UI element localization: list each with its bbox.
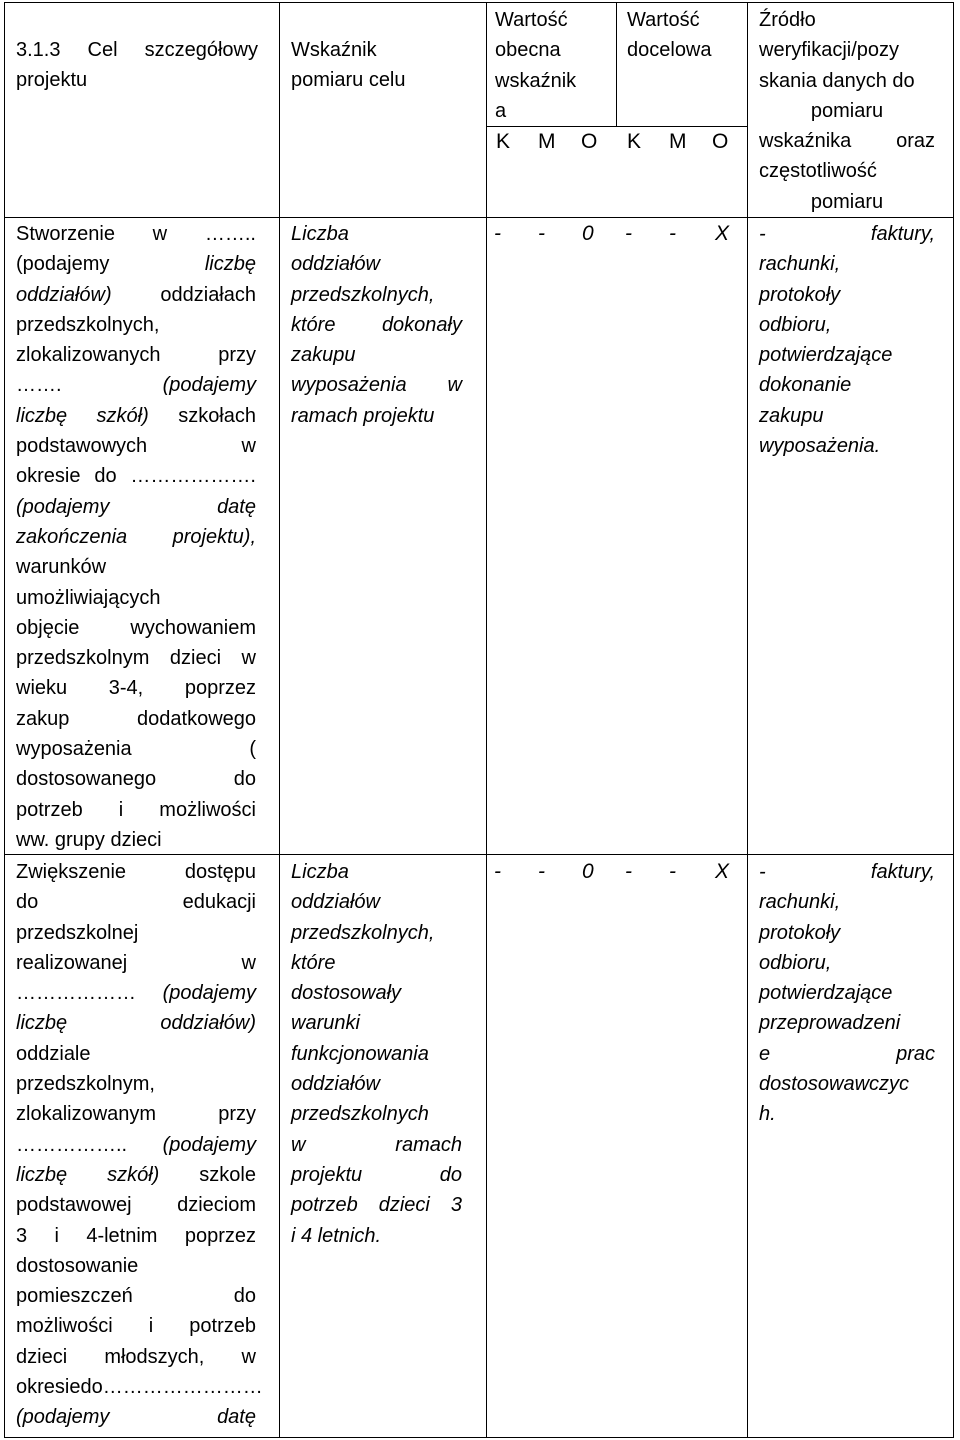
header-goal	[16, 35, 258, 96]
header-source-line: pomiaru	[810, 190, 884, 213]
header-target-value	[627, 5, 745, 66]
indicator-line: wyposażenia w	[291, 374, 462, 397]
goal-line: zakup dodatkowego	[16, 707, 256, 730]
source-line: rachunki,	[759, 253, 841, 276]
indicator-line: dostosowały	[291, 982, 402, 1005]
goal-line: zlokalizowanym przy	[16, 1103, 256, 1126]
indicator-line: oddziałów	[291, 253, 380, 276]
indicator-line: które dokonały	[291, 313, 462, 336]
indicator-line: Liczba	[291, 861, 349, 883]
header-indicator	[291, 35, 471, 96]
col-border-2	[486, 2, 487, 1438]
goal-line: potrzeb i możliwości	[16, 798, 256, 821]
value-cell: -	[538, 860, 545, 883]
goal-line: (podajemy liczbę	[16, 253, 256, 276]
row2-source	[759, 857, 935, 1130]
col-border-4	[747, 2, 748, 1438]
col-border-1	[279, 2, 280, 1438]
col-border-3	[616, 2, 617, 127]
goal-line: okresie do ……………………	[16, 1376, 263, 1399]
value-cell: 0	[582, 222, 594, 245]
header-source	[759, 5, 935, 217]
indicator-line: projektu do	[291, 1163, 462, 1186]
goal-line: ww. grupy dzieci	[16, 828, 162, 851]
indicator-line: funkcjonowania	[291, 1042, 429, 1065]
indicator-line: Liczba	[291, 223, 349, 245]
goal-line: ……………… (podajemy	[16, 982, 256, 1005]
indicator-line: potrzeb dzieci 3	[291, 1194, 462, 1217]
source-line: protokoły	[759, 283, 841, 306]
row1-source	[759, 219, 935, 461]
goal-line: (podajemy datę	[16, 1406, 256, 1429]
source-line: odbioru,	[759, 951, 832, 974]
value-cell: -	[625, 222, 632, 245]
goal-line: objęcie wychowaniem	[16, 616, 256, 639]
value-cell: X	[715, 860, 730, 883]
goal-line: zlokalizowanych przy	[16, 344, 256, 367]
value-cell: -	[625, 860, 632, 883]
header-current-value	[495, 5, 613, 126]
goal-line: możliwości i potrzeb	[16, 1315, 256, 1338]
indicator-line: i 4 letnich.	[291, 1224, 382, 1247]
goal-line: liczbę szkół) szkole	[16, 1163, 256, 1186]
goal-line: do edukacji	[16, 891, 256, 914]
source-line: wyposażenia.	[759, 435, 881, 458]
source-line: protokoły	[759, 921, 841, 944]
row2-indicator	[291, 857, 462, 1251]
header-target-line: docelowa	[627, 39, 712, 62]
header-bottom-border	[4, 217, 954, 218]
row1-indicator	[291, 219, 462, 431]
source-line: - faktury,	[759, 861, 935, 883]
goal-line: Zwiększenie dostępu	[16, 861, 256, 883]
header-indicator-line: pomiaru celu	[291, 69, 406, 92]
goal-line: realizowanej w	[16, 951, 256, 974]
goal-line: zakończenia projektu),	[16, 525, 256, 548]
source-line: odbioru,	[759, 313, 832, 336]
goal-line: umożliwiających	[16, 586, 161, 609]
source-line: h.	[759, 1103, 776, 1126]
value-cell: X	[715, 222, 730, 245]
table-bottom-border	[4, 1437, 954, 1438]
indicator-line: ramach projektu	[291, 404, 435, 427]
source-line: zakupu	[759, 404, 824, 427]
value-cell: -	[494, 860, 501, 883]
indicator-line: przedszkolnych	[291, 1103, 429, 1126]
goal-line: podstawowej dzieciom	[16, 1194, 256, 1217]
col-border-right	[953, 2, 954, 1438]
goal-line: przedszkolnych,	[16, 313, 160, 336]
header-current-line: a	[495, 99, 507, 122]
goal-line: przedszkolnym dzieci w	[16, 647, 256, 670]
goal-line: (podajemy datę	[16, 495, 256, 518]
header-source-line: pomiaru	[810, 99, 884, 122]
indicator-line: które	[291, 951, 336, 974]
source-line: dostosowawczyc	[759, 1073, 910, 1096]
goal-line: 3 i 4-letnim poprzez	[16, 1224, 256, 1247]
header-source-line: Źródło	[759, 9, 816, 31]
indicator-line: przedszkolnych,	[291, 283, 435, 306]
goal-line: ……. (podajemy	[16, 374, 256, 397]
indicator-line: oddziałów	[291, 891, 380, 914]
goal-line: dzieci młodszych, w	[16, 1345, 256, 1368]
source-line: przeprowadzeni	[759, 1012, 901, 1035]
indicator-line: warunki	[291, 1012, 360, 1035]
goal-line: liczbę oddziałów)	[16, 1012, 256, 1035]
goal-line: podstawowych w	[16, 435, 256, 458]
row1-goal	[16, 219, 256, 855]
source-line: e prac	[759, 1042, 935, 1065]
value-cell: -	[669, 860, 676, 883]
source-line: potwierdzające	[759, 982, 893, 1005]
goal-line: Stworzenie w ……..	[16, 223, 256, 245]
kmo-label: K	[627, 130, 642, 153]
indicator-line: zakupu	[291, 344, 356, 367]
kmo-label: M	[669, 130, 687, 153]
source-line: potwierdzające	[759, 344, 893, 367]
header-indicator-line: Wskaźnik	[291, 39, 377, 61]
goal-line: liczbę szkół) szkołach	[16, 404, 256, 427]
row2-goal	[16, 857, 263, 1433]
goal-line: pomieszczeń do	[16, 1285, 256, 1308]
header-current-line: wskaźnik	[495, 69, 577, 92]
goal-line: oddziałów) oddziałach	[16, 283, 256, 306]
header-current-line: obecna	[495, 39, 561, 62]
value-cell: 0	[582, 860, 594, 883]
source-line: rachunki,	[759, 891, 841, 914]
header-goal-line: projektu	[16, 69, 88, 92]
goal-line: wieku 3-4, poprzez	[16, 677, 256, 700]
kmo-label: O	[712, 130, 729, 153]
table-top-border	[4, 2, 954, 3]
header-target-line: Wartość	[627, 9, 700, 31]
source-line: - faktury,	[759, 223, 935, 245]
value-cell: -	[538, 222, 545, 245]
indicator-line: przedszkolnych,	[291, 921, 435, 944]
header-source-line: skania danych do	[759, 69, 915, 92]
source-line: dokonanie	[759, 374, 852, 397]
col-border-left	[4, 2, 5, 1438]
goal-line: …………….. (podajemy	[16, 1133, 256, 1156]
indicator-line: w ramach	[291, 1133, 462, 1156]
indicator-line: oddziałów	[291, 1073, 380, 1096]
goal-line: przedszkolnej	[16, 921, 139, 944]
goal-line: dostosowanie	[16, 1254, 139, 1277]
goal-line: przedszkolnym,	[16, 1073, 155, 1096]
header-source-line: wskaźnika oraz	[759, 130, 935, 153]
header-goal-line: 3.1.3 Cel szczegółowy	[16, 39, 258, 61]
kmo-label: K	[496, 130, 511, 153]
header-source-line: częstotliwość	[759, 160, 877, 183]
goal-line: warunków	[16, 556, 107, 579]
goal-line: wyposażenia (	[16, 738, 256, 761]
value-cell: -	[494, 222, 501, 245]
kmo-label: O	[581, 130, 598, 153]
goal-line: dostosowanego do	[16, 768, 256, 791]
value-cell: -	[669, 222, 676, 245]
goal-line: okresie do ……………….	[16, 465, 256, 488]
header-source-line: weryfikacji/pozy	[759, 39, 900, 62]
goal-line: oddziale	[16, 1042, 91, 1065]
kmo-label: M	[538, 130, 556, 153]
header-current-line: Wartość	[495, 9, 568, 31]
